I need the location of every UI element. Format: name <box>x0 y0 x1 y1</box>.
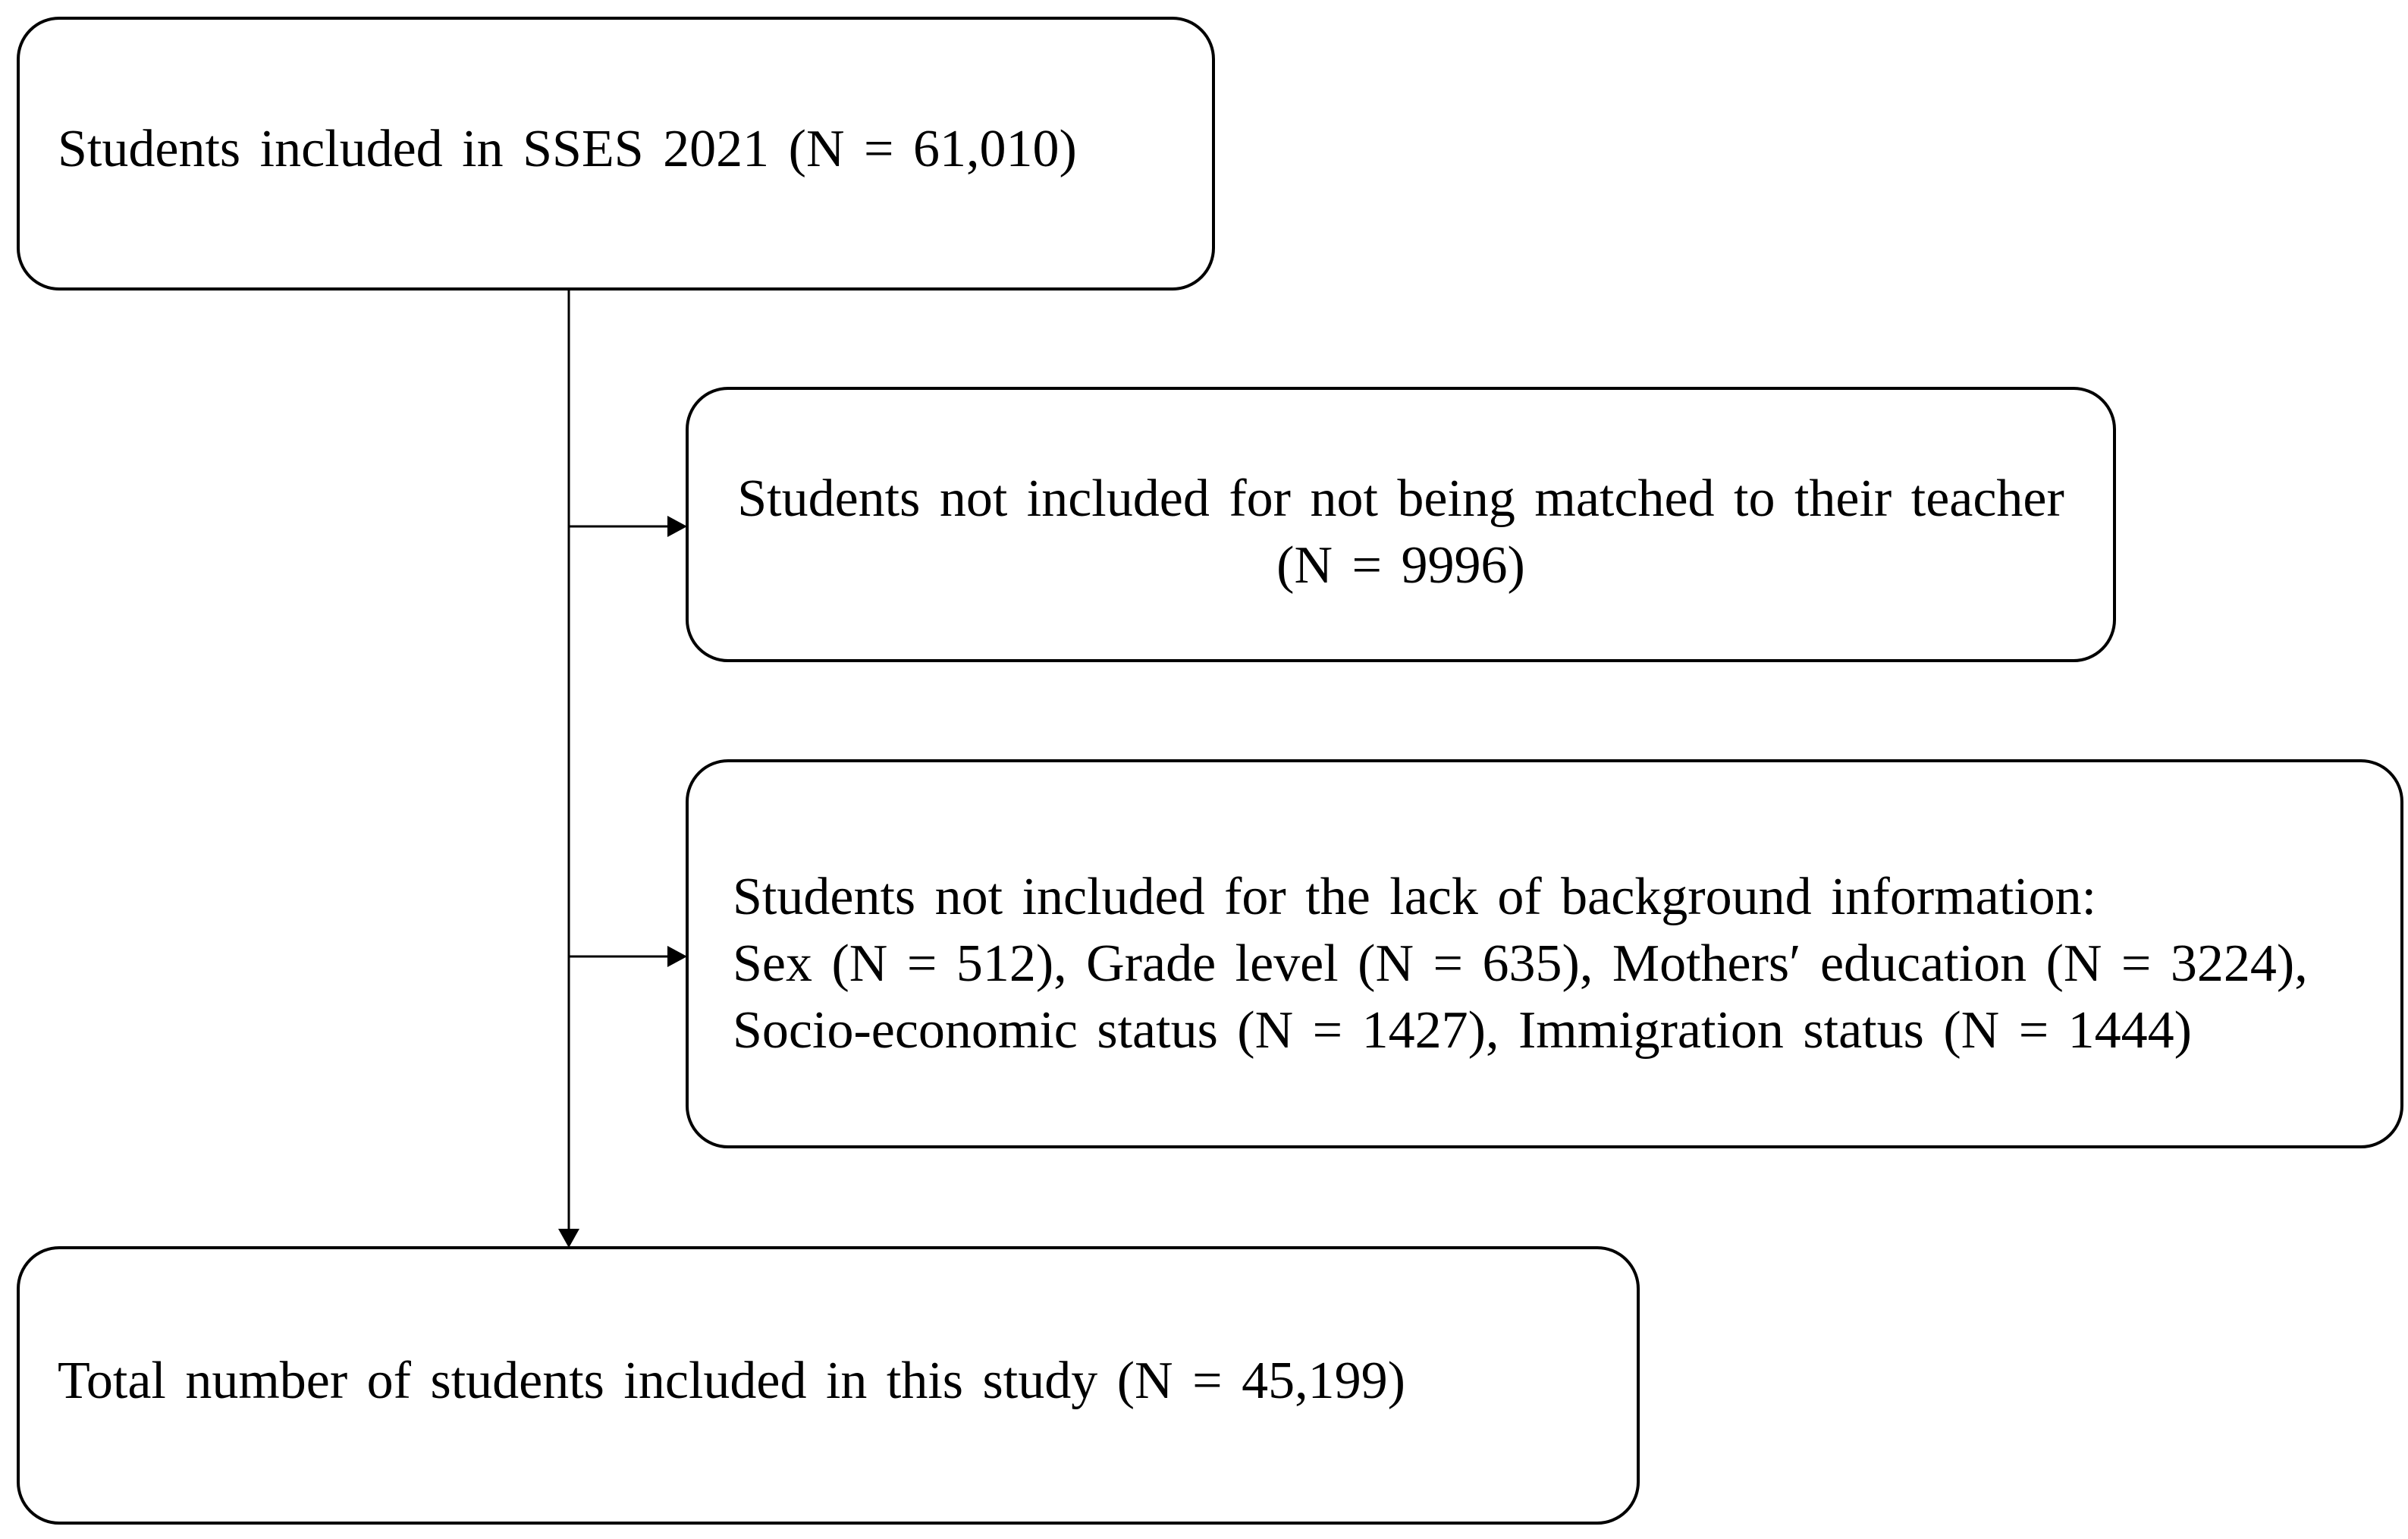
arrowhead-right-icon <box>667 946 687 967</box>
exclusion-teacher-count: (N = 9996) <box>1276 536 1525 595</box>
arrowhead-down-icon <box>558 1229 579 1248</box>
exclusion-teacher-text: Students not included for not being matched to their teacher <box>737 470 2064 528</box>
final-sample-text: Total number of students included in this study (N = 45,199) <box>58 1352 1405 1410</box>
exclusion-background-details-2: Socio-economic status (N = 1427), Immigration status (N = 1444) <box>733 1001 2192 1060</box>
exclusion-background-details-1: Sex (N = 512), Grade level (N = 635), Mothers′ education (N = 3224), <box>733 934 2308 993</box>
start-box <box>17 17 1215 291</box>
exclusion-teacher-box <box>686 387 2116 662</box>
exclusion-background-title: Students not included for the lack of background information: <box>733 868 2097 926</box>
start-box-text: Students included in SSES 2021 (N = 61,010) <box>58 120 1077 178</box>
arrowhead-right-icon <box>667 516 687 537</box>
final-sample-box <box>17 1246 1640 1525</box>
exclusion-background-box <box>686 759 2403 1148</box>
